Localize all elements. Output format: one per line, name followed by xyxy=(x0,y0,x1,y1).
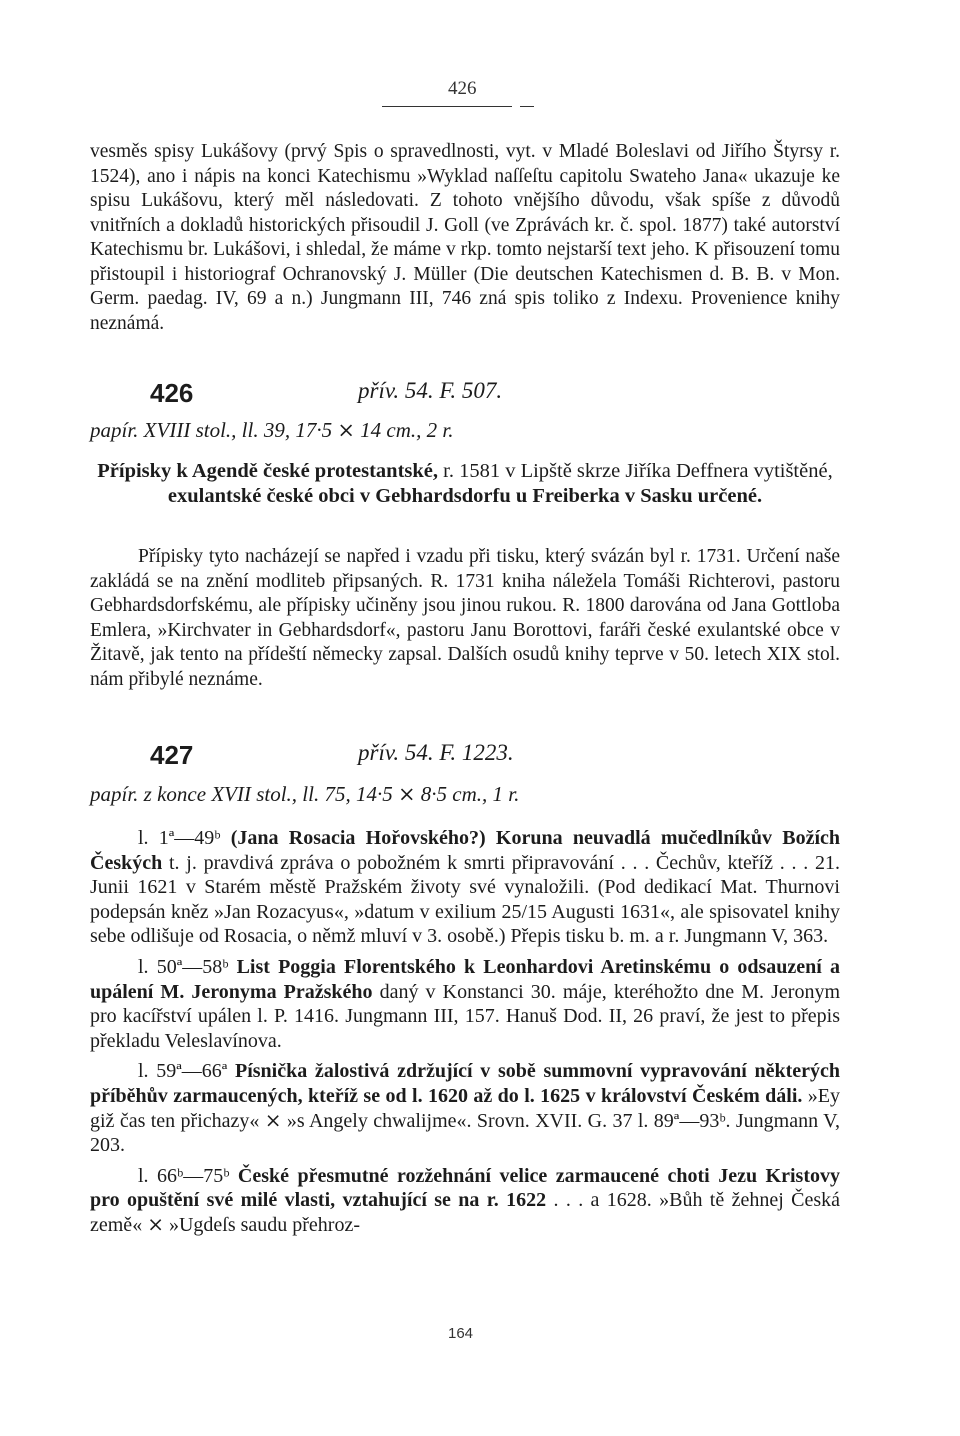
entry-426-title xyxy=(90,459,840,509)
list-item xyxy=(90,1059,840,1157)
list-item xyxy=(90,955,840,1053)
item-text: t. j. pravdivá zpráva o pobožném k smrti připravování . . . Čechův, kteříž . . . 21. Junii 1621 v Starém městě Pražském životy své vynaložili. (Pod dedikací Mat. Thurnovi podepsán kněz »Jan Rozacyus«, »datum v exilium 25/15 Augusti 1631«, ale spisovatel knihy sebe odlišuje od Rosacia, o němž mluví v 3. osobě.) Přepis tisku b. m. a r. Jungmann V, 363. xyxy=(90,851,840,948)
item-title: Písnička žalostivá zdržující v sobě summovní vypravování některých příběhův zarmaucených, kteříž se od l. 1620 až do l. 1625 v království Českém dáli. xyxy=(90,1060,841,1107)
intro-text: vesměs spisy Lukášovy (prvý Spis o spravedlnosti, vyt. v Mladé Boleslavi od Jiřího Štyrsy r. 1524), ano i nápis na konci Katechismu »Wyklad naſſeſtu capitolu Swateho Jana« ukazuje ke spisu Lukášovu, který měl následovati. Z tohoto vnějšího důvodu, však spíše z důvodů vnitřních a dokladů historických přisoudil J. Goll (ve Zprávách kr. č. spol. 1877) také autorství Katechismu br. Lukášovi, i shledal, že máme v rkp. tomto nejstarší text jeho. K přisouzení tomu přistoupil i historiograf Ochranovský J. Müller (Die deutschen Katechismen d. B. B. v Mon. Germ. paedag. IV, 69 a n.) Jungmann III, 746 zná spis toliko z Indexu. Provenience knihy neznámá. xyxy=(90,141,840,334)
entry-426-paper: papír. XVIII stol., ll. 39, 17·5 ⨯ 14 cm., 2 r. xyxy=(90,418,454,442)
item-title: České přesmutné rozžehnání velice zarmaucené choti Jezu Kristovy pro opuštění své milé vlasti, vztahující se na r. 1622 xyxy=(90,1164,840,1212)
list-item xyxy=(90,1164,840,1238)
list-item xyxy=(90,826,840,949)
item-title: (Jana Rosacia Hořovského?) Koruna neuvadlá mučedlníkův Božích Českých xyxy=(90,827,841,874)
item-leaves: l. 66ᵇ—75ᵇ xyxy=(138,1164,238,1187)
item-leaves: l. 1ª—49ᵇ xyxy=(138,827,231,849)
entry-426-description xyxy=(90,545,840,692)
header-rule-short xyxy=(520,106,534,107)
header-rule xyxy=(382,106,512,107)
title-bold-part: Přípisky k Agendě české protestantské, xyxy=(97,460,438,482)
entry-number: 426 xyxy=(150,378,194,408)
item-text: »Ey giž čas ten přichazy« ⨯ »s Angely chwalijme«. Srovn. XVII. G. 37 l. 89ª—93ᵇ. Jungmann V, 203. xyxy=(90,1084,841,1157)
entry-signature: přív. 54. F. 1223. xyxy=(358,740,514,765)
item-text: daný v Konstanci 30. máje, kteréhožto dne M. Jeronym pro kacířství upálen l. P. 1416. Jungmann III, 157. Hanuš Dod. II, 26 praví, že jest to přepis překladu Veleslavínova. xyxy=(90,980,841,1052)
entry-427-paper: papír. z konce XVII stol., ll. 75, 14·5 ⨯ 8·5 cm., 1 r. xyxy=(90,782,520,806)
footer-page-number: 164 xyxy=(448,1325,474,1342)
title-plain-part: r. 1581 v Lipště skrze Jiříka Deffnera vytištěné, xyxy=(438,460,833,482)
entry-number: 427 xyxy=(150,740,194,770)
page-number: 426 xyxy=(448,78,477,99)
entry-signature: přív. 54. F. 507. xyxy=(358,378,503,403)
item-leaves: l. 59ª—66ª xyxy=(138,1060,235,1083)
entry-427-items xyxy=(90,826,840,1238)
item-text: . . . a 1628. »Bůh tě žehnej Česká země« ⨯ »Ugdeſs saudu přehroz- xyxy=(90,1189,841,1236)
item-title: List Poggia Florentského k Leonhardovi Aretinskému o odsauzení a upálení M. Jeronyma Pražského xyxy=(90,955,841,1003)
intro-paragraph xyxy=(90,140,840,336)
title-bold-part-2: exulantské české obci v Gebhardsdorfu u Freiberka v Sasku určené. xyxy=(167,485,763,507)
item-leaves: l. 50ª—58ᵇ xyxy=(138,955,237,978)
description-text: Přípisky tyto nacházejí se napřed i vzadu při tisku, který svázán byl r. 1731. Určení naše zakládá se na znění modliteb připsaných. R. 1731 kniha náležela Tomáši Richterovi, pastoru Gebhardsdorfskému, ale přípisky učiněny jsou jinou rukou. R. 1800 darována od Jana Gottloba Emlera, »Kirchvater in Gebhardsdorf«, pastoru Janu Borottovi, faráři české exulantské obce v Žitavě, jak tento na přídeští německy zapsal. Dalších osudů knihy teprve v 50. letech XIX stol. nám přibylé neznáme. xyxy=(90,546,840,690)
